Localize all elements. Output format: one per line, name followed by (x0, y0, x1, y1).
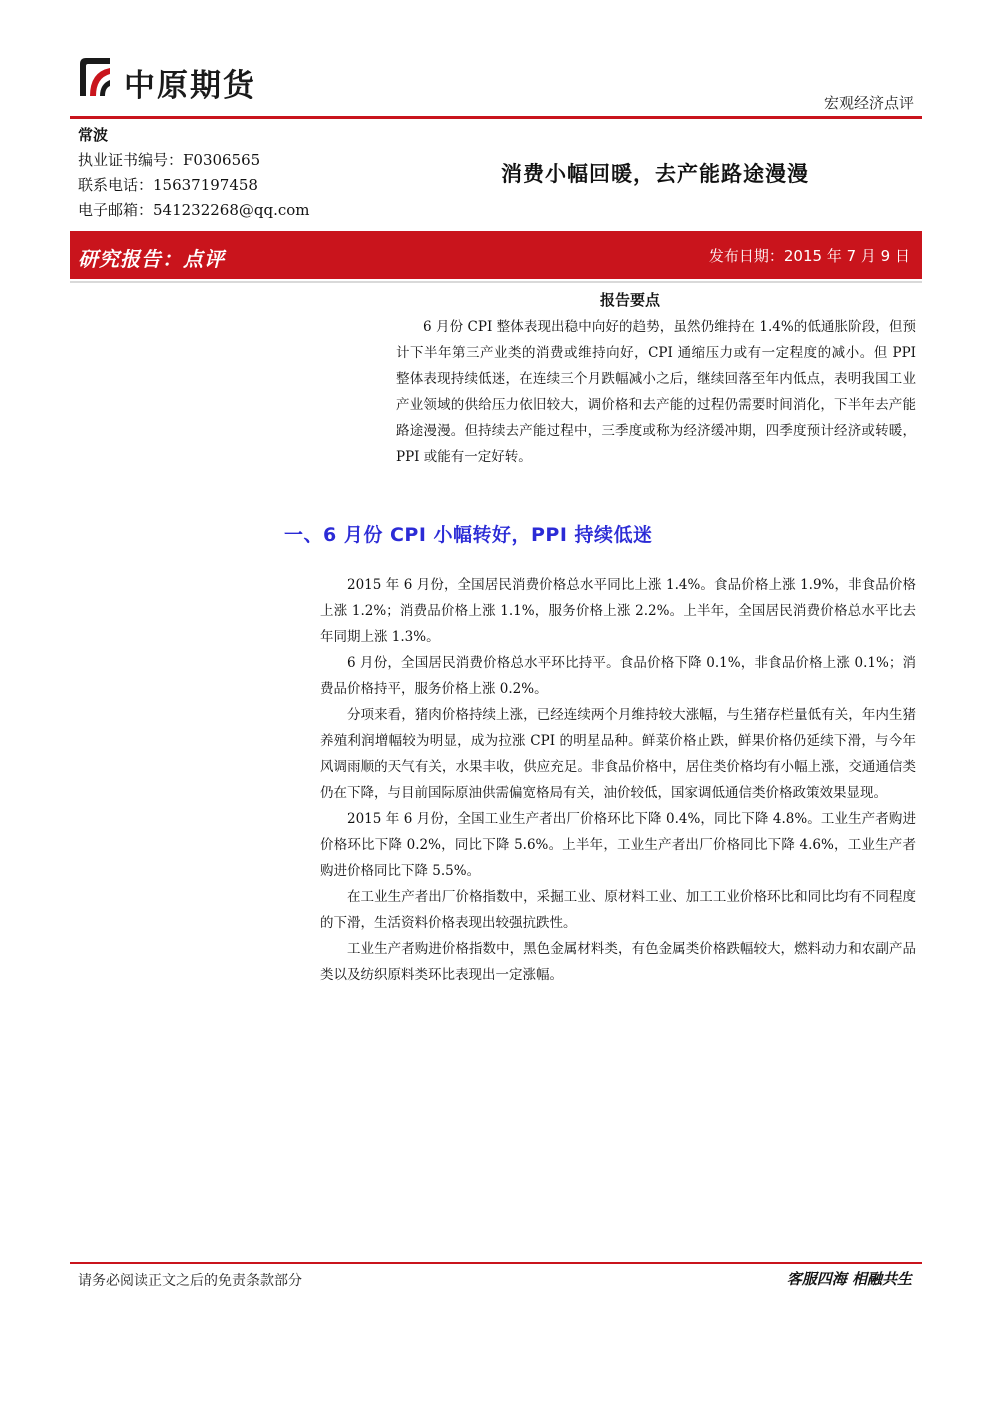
summary-heading: 报告要点 (599, 291, 660, 309)
section-heading: 一、6 月份 CPI 小幅转好，PPI 持续低迷 (284, 524, 653, 546)
body-paragraph: 分项来看，猪肉价格持续上涨，已经连续两个月维持较大涨幅，与生猪存栏量低有关，年内生猪养殖利润增幅较为明显，成为拉涨 CPI 的明星品种。鲜菜价格止跌，鲜果价格仍延续下滑，与今年风调雨顺的天气有关，水果丰收，供应充足。非食品价格中，居住类价格均有小幅上涨，交通通信类仍在下降，与目前国际原油供需偏宽格局有关，油价较低，国家调低通信类价格政策效果显现。 (320, 707, 916, 801)
summary-block (396, 314, 916, 470)
section-body (320, 572, 916, 988)
author-info (78, 123, 310, 223)
publish-date: 发布日期：2015 年 7 月 9 日 (708, 247, 910, 265)
body-paragraph: 工业生产者购进价格指数中，黑色金属材料类，有色金属类价格跌幅较大，燃料动力和农副产品类以及纺织原料类环比表现出一定涨幅。 (320, 941, 916, 983)
banner-divider (70, 281, 922, 283)
zhongyuan-futures-logo-icon (76, 56, 114, 98)
author-phone: 联系电话：15637197458 (78, 176, 258, 194)
author-name: 常波 (78, 126, 109, 144)
body-paragraph: 2015 年 6 月份，全国工业生产者出厂价格环比下降 0.4%，同比下降 4.8%。工业生产者购进价格环比下降 0.2%，同比下降 5.6%。上半年，工业生产者出厂价格同比下降 4.6%，工业生产者购进价格同比下降 5.5%。 (320, 811, 916, 879)
header-rule (70, 116, 922, 119)
report-type: 研究报告：点评 (78, 247, 225, 271)
body-paragraph: 2015 年 6 月份，全国居民消费价格总水平同比上涨 1.4%。食品价格上涨 1.9%，非食品价格上涨 1.2%；消费品价格上涨 1.1%，服务价格上涨 2.2%。上半年，全国居民消费价格总水平比去年同期上涨 1.3%。 (320, 577, 916, 645)
body-paragraph: 6 月份，全国居民消费价格总水平环比持平。食品价格下降 0.1%，非食品价格上涨 0.1%；消费品价格持平，服务价格上涨 0.2%。 (320, 655, 916, 697)
body-paragraph: 在工业生产者出厂价格指数中，采掘工业、原材料工业、加工工业价格环比和同比均有不同程度的下滑，生活资料价格表现出较强抗跌性。 (320, 889, 916, 931)
footer-rule (70, 1262, 922, 1264)
report-category: 宏观经济点评 (823, 94, 914, 112)
footer-disclaimer: 请务必阅读正文之后的免责条款部分 (78, 1273, 302, 1289)
author-email: 电子邮箱：541232268@qq.com (78, 201, 310, 219)
report-title: 消费小幅回暖，去产能路途漫漫 (501, 161, 809, 186)
company-logo-text: 中原期货 (124, 68, 256, 104)
summary-text: 6 月份 CPI 整体表现出稳中向好的趋势，虽然仍维持在 1.4%的低通胀阶段，但预计下半年第三产业类的消费或维持向好，CPI 通缩压力或有一定程度的减小。但 PPI 整体表现持续低迷，在连续三个月跌幅减小之后，继续回落至年内低点，表明我国工业产业领域的供给压力依旧较大，调价格和去产能的过程仍需要时间消化，下半年去产能路途漫漫。但持续去产能过程中，三季度或称为经济缓冲期，四季度预计经济或转暖，PPI 或能有一定好转。 (396, 319, 916, 465)
author-cert: 执业证书编号：F0306565 (78, 151, 261, 169)
footer-slogan: 客服四海 相融共生 (786, 1270, 912, 1288)
